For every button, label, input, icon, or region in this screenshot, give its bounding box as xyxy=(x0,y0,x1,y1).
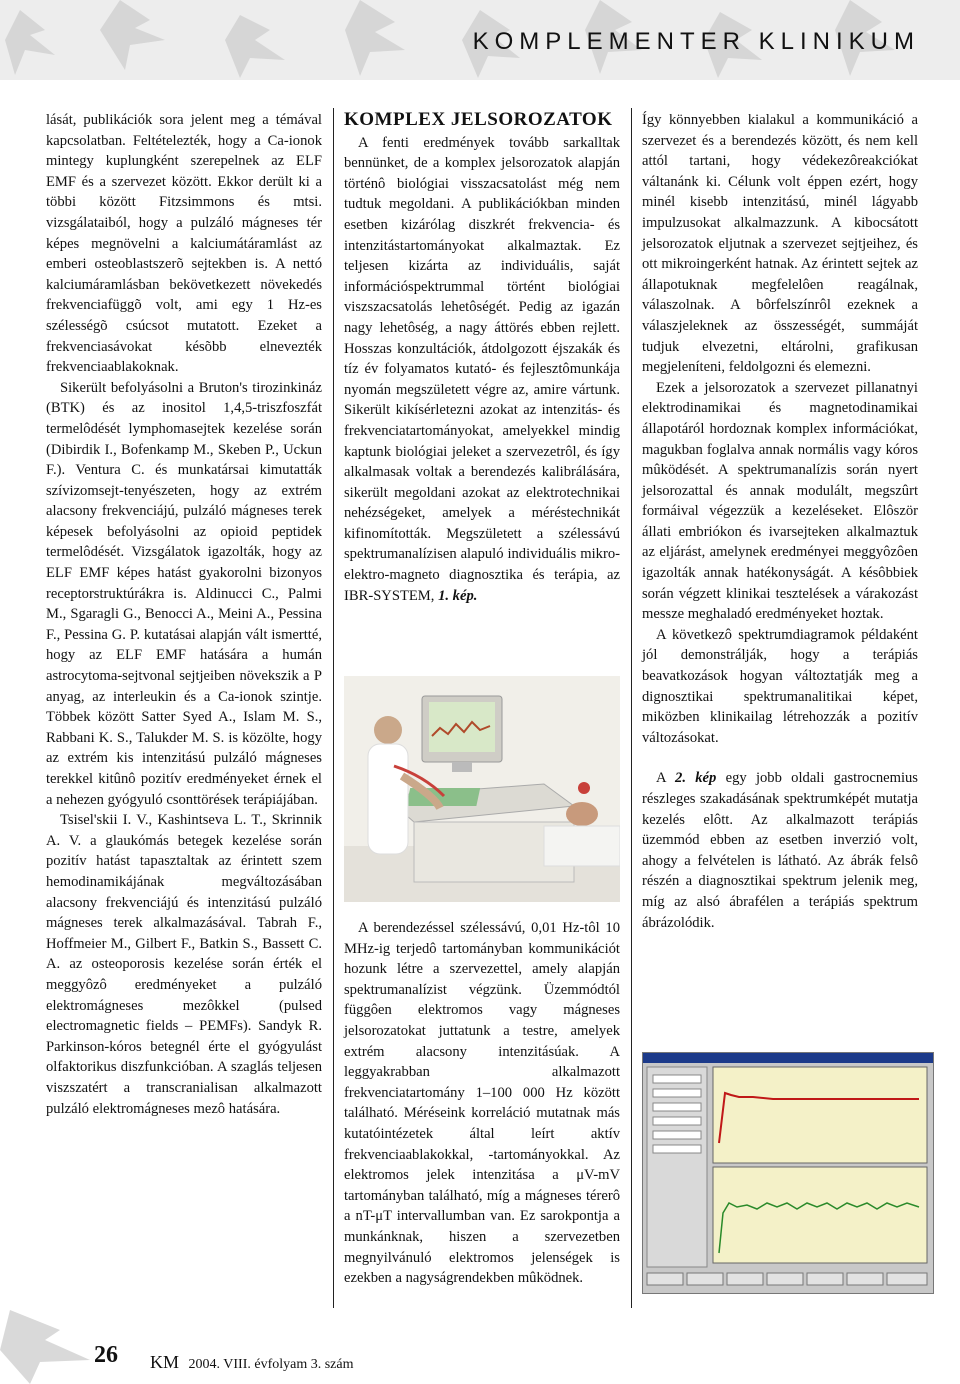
paragraph: Ezek a jelsorozatok a szervezet pillanatnyi elektrodinamikai és magnetodinamikai állapotáról hordoznak komplex információkat, magukban foglalva annak normális vagy kóros mûködését. A spektrumanalízis során nyert jelsorozattal és annak modulált, megszûrt formáival végezzük a kezeléseket. Elôször állati embriókon és ivarsejteken alkalmaztuk az eljárást, amelynek eredményei meggyôzôen igazolták annak hatékonyságát. A késôbbiek során végzett klinikai tesztelések a várakozást messze meghaladó eredményeket hoztak. xyxy=(642,379,918,623)
column-divider xyxy=(631,108,632,1308)
paragraph: A berendezéssel szélessávú, 0,01 Hz-tôl 10 MHz-ig terjedô tartományban kommunikációt hozunk létre a szervezettel, amely alapján spektrumanalízist végzünk. Üzemmódtól függôen elektromos vagy mágneses jelsorozatokat juttatunk a testre, amelyek extrém alacsony intenzitásúak. A leggyakrabban alkalmazott frekvenciatartomány 1–100 000 Hz között található. Méréseink korreláció mutatnak más kutatóintézetek által leírt aktív frekvenciaablakokkal, -tartományokkal. Az elektromos jelek intenzitása a μV-mV tartományban található, míg a mágneses térerô a nT-μT intervallumban van. Ez sarokpontja a munkánknak, hiszen a szervezetben megnyilvánuló elektromos jelenségek is ezekben a nagyságrendekben mûködnek. xyxy=(344,920,620,1287)
text-column-2-continued xyxy=(344,918,620,1289)
paragraph: lását, publikációk sora jelent meg a témával kapcsolatban. Feltételezték, hogy a Ca-ionok mintegy kuplungként szerepelnek az ELF EMF és a szervezet között. Ekkor derült ki a többi között Fitzsimmons és mtsi. vizsgálataiból, hogy a pulzáló mágneses tér képes megnövelni a kalciumátáramlást az emberi osteoblastszerõ sejtekben is. A nettó kalciumáramlásban bekövetkezett növekedés frekvenciafüggõ volt, ami egy 1 Hz-es szélességõ csúcsot mutatott. Ezeket a frekvenciasávokat késõbb elnevezték frekvenciaablakoknak. xyxy=(46,112,322,376)
section-heading: KOMPLEX JELSOROZATOK xyxy=(344,109,613,130)
text-column-3 xyxy=(642,110,918,933)
paragraph: Tsisel'skii I. V., Kashintseva L. T., Skrinnik A. V. a glaukómás betegek kezelése során pozitív hatást tapasztaltak az érintett szem hemodinamikájának megváltozásában alacsony frekvenciájú és intenzitású pulzáló mágneses terek alkalmazásával. Tabrah F., Hoffmeier M., Gilbert F., Batkin S., Bassett C. A. az osteoporosis kezelése során érték el meggyôzô eredményeket a pulzáló elektromágneses mezôkkel (pulsed electromagnetic fields – PEMFs). Sandyk R. Parkinson-kóros betegnél érte el gyógyulást olfaktorikus diszfunkcióban. A szaglás teljesen viszszatért a transcranialisan alkalmazott pulzáló elektromágneses mezô hatására. xyxy=(46,812,322,1117)
text-column-2 xyxy=(344,110,620,606)
footer-info xyxy=(150,1352,354,1373)
figure-reference: 1. kép. xyxy=(438,587,478,604)
paragraph-text: egy jobb oldali gastrocnemius részleges szakadásának spektrumképét mutatja kezelés elôtt. Az alkalmazott terápiás üzemmód ebben az esetben inverzió volt, ahogy a felvételen is látható. Az ábrák felsô részén a diagnosztikai spektrum jelenik meg, míg az alsó ábrafélen a terápiás spektrum ábrázolódik. xyxy=(642,770,918,931)
text-column-1 xyxy=(46,110,322,1119)
column-divider xyxy=(333,108,334,1308)
leaf-decoration xyxy=(0,1300,140,1384)
page-header-title: KOMPLEMENTER KLINIKUM xyxy=(472,28,920,55)
paragraph-text: A xyxy=(656,770,676,787)
paragraph xyxy=(344,133,620,607)
paragraph: Így könnyebben kialakul a kommunikáció a szervezet és a berendezés között, és nem kell attól tartani, hogy védekezôreakciókat váltanánk ki. Célunk volt éppen ezért, hogy minél kisebb intenzitású, minél lágyabb impulzusokat alkalmazzunk. A kibocsátott jelsorozatok eljutnak a szervezet sejtjeihez, és ott mikroingerként hatnak. Az érintett sejtek az állapotuknak megfelelôen reagálnak, válaszolnak. A bôrfelszínrôl ezeknek a válaszjeleknek az összességét, summáját tudjuk elvezetni, eltárolni, grafikusan megjeleníteni, feldolgozni és elemezni. xyxy=(642,112,918,376)
paragraph xyxy=(642,768,918,933)
issue-info: 2004. VIII. évfolyam 3. szám xyxy=(188,1357,354,1372)
page-number: 26 xyxy=(94,1342,118,1368)
paragraph: Sikerült befolyásolni a Bruton's tirozinkináz (BTK) és az inositol 1,4,5-triszfoszfát termelôdését lymphomasejtek kezelése során (Dibirdik I., Bofenkamp M., Skeben P., Uckun F.). Ventura C. és munkatársai kimutatták szívizomsejt-tenyészeten, hogy az extrém alacsony frekvenciájú, pulzáló mágneses terek képesek befolyásolni az opioid peptidek termelôdését. Vizsgálatok igazolták, hogy az ELF EMF képes hatást gyakorolni bizonyos receptorstruktúrákra is. Aldinucci C., Palmi M., Sgaragli G., Benocci A., Meini A., Pessina F., Pessina G. P. kutatásai alapján vált ismertté, hogy az ELF EMF hatására a humán astrocytoma-sejtvonal sejtjeiben növekszik a P anyag, az interleukin és a Ca-ionok szintje. Többek között Satter Syed A., Islam M. S., Rabbani K. S., Talukder M. S. is közölte, hogy az extrém kis intenzitású pulzáló mágneses terekkel kitûnô pozitív eredményeket érnek el a nehezen gyógyuló csonttörések terápiájában. xyxy=(46,379,322,808)
device-photo xyxy=(344,676,620,902)
journal-logo: KM xyxy=(150,1352,180,1372)
paragraph: A következô spektrumdiagramok példaként jól demonstrálják, hogy a terápiás beavatkozások hogyan változtatják meg a dignosztikai spektrumanalitikai képet, miközben klinikailag létrehozzák a pozitív változásokat. xyxy=(642,626,918,746)
spectrum-screenshot xyxy=(642,1052,934,1294)
figure-reference: 2. kép xyxy=(675,770,717,787)
header-banner xyxy=(0,0,960,80)
paragraph-text: A fenti eredmények tovább sarkalltak bennünket, de a komplex jelsorozatok alapján történô biológiai visszacsatolást még nem tudtuk megoldani. A publikációkban minden esetben kizárólag diszkrét frekvencia- és intenzitástartományokat alkalmaztak. Ez teljesen kizárta az individuális, saját információspektrummal történt biológiai viszszacsatolás lehetôségét. Pedig az igazán nagy lehetôség, a nagy áttörés ebben rejlett. Hosszas konzultációk, átdolgozott éjszakák és tíz év folyamatos kutató- és fejlesztômunkája nyomán megszületett végre az, amire vártunk. Sikerült kikísérletezni azokat az intenzitás- és frekvenciatartományokat, amelyekkel mindig kaptunk biológiai jeleket a szervezetrôl, és így alkalmasak voltak a berendezés kalibrálására, sikerült megoldani azokat az elektrotechnikai nehézségeket, amelyek a méréstechnikát kifinomították. Megszületett a szélessávú spektrumanalízisen alapuló individuális mikro-elektro-magneto diagnosztika és terápia, az IBR-SYSTEM, xyxy=(344,134,620,604)
